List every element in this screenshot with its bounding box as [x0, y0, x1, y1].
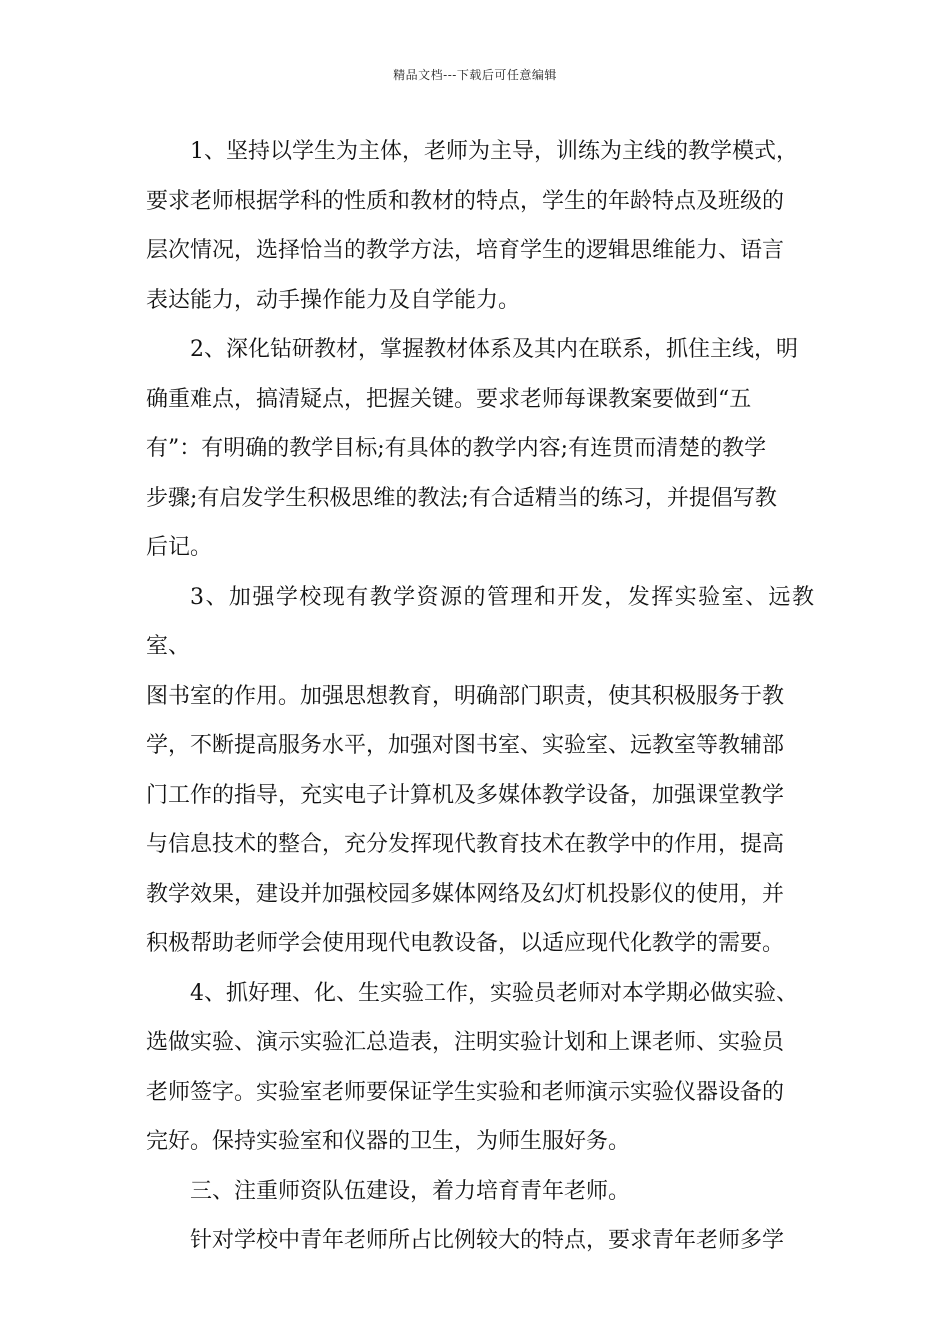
paragraph-young-teachers: 针对学校中青年老师所占比例较大的特点，要求青年老师多学 [190, 1228, 785, 1253]
section-heading-teacher-training: 三、注重师资队伍建设，着力培育青年老师。 [190, 1178, 631, 1204]
paragraph-teaching-resources: 3、加强学校现有教学资源的管理和开发，发挥实验室、远教室、 图书室的作用。加强思想教育，明确部门职责，使其积极服务于教 学，不断提高服务水平，加强对图书室、实验室、远教室等教辅部 门工作的指导，充实电子计算机及多媒体教学设备，加强课堂教学 与信息技术的整合，充分发挥现代教育技术在教学中的作用，提高 教学效果，建设并加强校园多媒体网络及幻灯机投影仪的使用，并 积极帮助老师学会使用现代电教设备，以适应现代化教学的需要。 [146, 584, 814, 956]
paragraph-teaching-mode: 1、坚持以学生为主体，老师为主导，训练为主线的教学模式， 要求老师根据学科的性质和教材的特点，学生的年龄特点及班级的 层次情况，选择恰当的教学方法，培育学生的逻辑思维能力、语言 表达能力，动手操作能力及自学能力。 [146, 139, 798, 313]
page-header: 精品文档---下载后可任意编辑 [393, 68, 557, 82]
paragraph-textbook-study: 2、深化钻研教材，掌握教材体系及其内在联系，抓住主线，明 确重难点，搞清疑点，把握关键。要求老师每课教案要做到“五 有”：有明确的教学目标;有具体的教学内容;有连贯而清楚的教学 步骤;有启发学生积极思维的教法;有合适精当的练习，并提倡写教 后记。 [146, 337, 798, 560]
paragraph-lab-work: 4、抓好理、化、生实验工作，实验员老师对本学期必做实验、 选做实验、演示实验汇总造表，注明实验计划和上课老师、实验员 老师签字。实验室老师要保证学生实验和老师演示实验仪器设备的 完好。保持实验室和仪器的卫生，为师生服好务。 [146, 980, 798, 1154]
document-body [146, 127, 814, 1266]
